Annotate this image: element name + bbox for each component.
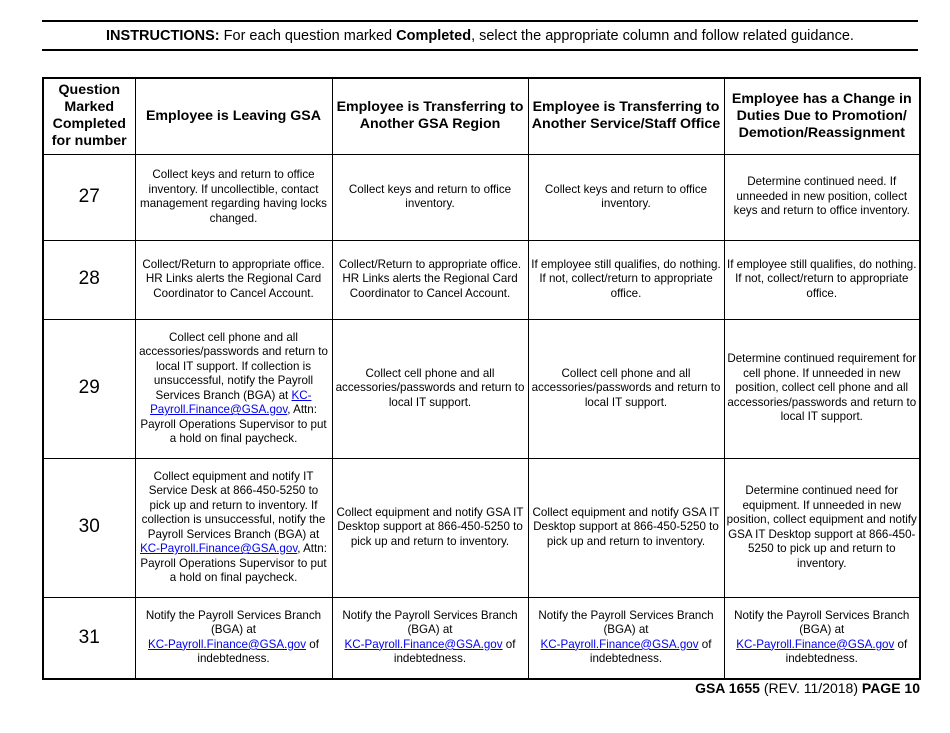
cell-text: Notify the Payroll Services Branch (BGA) at [145, 608, 322, 637]
cell-office: If employee still qualifies, do nothing. If not, collect/return to appropriate office. [528, 240, 724, 319]
page-number: PAGE 10 [861, 680, 920, 696]
table-row [43, 597, 920, 679]
header-transfer-region: Employee is Transferring to Another GSA Region [332, 78, 528, 154]
page-footer [695, 680, 920, 696]
cell-change: Determine continued requirement for cell phone. If unneeded in new position, collect cell phone and all accessories/passwords and return to local IT support. [724, 319, 920, 458]
payroll-email-link[interactable]: KC-Payroll.Finance@GSA.gov [150, 388, 312, 416]
instructions-text-before: For each question marked [223, 27, 393, 44]
cell-leaving [135, 597, 332, 679]
table-row [43, 458, 920, 597]
cell-text: , Attn: Payroll Operations Supervisor to put a hold on final paycheck. [140, 542, 327, 584]
question-number: 27 [43, 154, 135, 240]
payroll-email-link[interactable]: KC-Payroll.Finance@GSA.gov [148, 637, 307, 651]
cell-leaving [135, 319, 332, 458]
cell-text: of indebtedness. [785, 637, 908, 666]
header-change-duties: Employee has a Change in Duties Due to Promotion/ Demotion/Reassignment [724, 78, 920, 154]
table-row [43, 240, 920, 319]
cell-change: If employee still qualifies, do nothing. If not, collect/return to appropriate office. [724, 240, 920, 319]
question-number: 30 [43, 458, 135, 597]
cell-leaving [135, 458, 332, 597]
cell-text: , Attn: Payroll Operations Supervisor to put a hold on final paycheck. [140, 403, 327, 445]
header-question-number: Question Marked Completed for number [43, 78, 135, 154]
cell-leaving: Collect keys and return to office inventory. If uncollectible, contact management regarding having locks changed. [135, 154, 332, 240]
cell-text: of indebtedness. [393, 637, 516, 666]
cell-region [332, 597, 528, 679]
question-number: 29 [43, 319, 135, 458]
instructions-text-after: , select the appropriate column and follow related guidance. [471, 27, 854, 44]
cell-region: Collect/Return to appropriate office. HR Links alerts the Regional Card Coordinator to Cancel Account. [332, 240, 528, 319]
header-leaving-gsa: Employee is Leaving GSA [135, 78, 332, 154]
guidance-table [42, 77, 921, 680]
cell-text: Notify the Payroll Services Branch (BGA) at [538, 608, 714, 637]
table-header-row [43, 78, 920, 154]
payroll-email-link[interactable]: KC-Payroll.Finance@GSA.gov [344, 637, 503, 651]
cell-text: of indebtedness. [589, 637, 712, 666]
instructions-label: INSTRUCTIONS: [106, 27, 220, 44]
header-transfer-office: Employee is Transferring to Another Service/Staff Office [528, 78, 724, 154]
cell-region: Collect equipment and notify GSA IT Desktop support at 866-450-5250 to pick up and return to inventory. [332, 458, 528, 597]
table-row [43, 154, 920, 240]
form-number: GSA 1655 [695, 680, 760, 696]
cell-region: Collect keys and return to office inventory. [332, 154, 528, 240]
cell-office: Collect keys and return to office inventory. [528, 154, 724, 240]
cell-text: Collect equipment and notify IT Service Desk at 866-450-5250 to pick up and return to inventory. If collection is unsuccessful, notify the Payroll Services Branch (BGA) at [141, 469, 326, 541]
payroll-email-link[interactable]: KC-Payroll.Finance@GSA.gov [540, 637, 699, 651]
payroll-email-link[interactable]: KC-Payroll.Finance@GSA.gov [736, 637, 895, 651]
cell-change: Determine continued need for equipment. If unneeded in new position, collect equipment and notify GSA IT Desktop support at 866-450-5250 to pick up and return to inventory. [724, 458, 920, 597]
instructions-completed-word: Completed [396, 27, 472, 44]
table-row [43, 319, 920, 458]
instructions-banner [42, 20, 918, 51]
question-number: 28 [43, 240, 135, 319]
cell-text: Notify the Payroll Services Branch (BGA) at [734, 608, 910, 637]
cell-change [724, 597, 920, 679]
payroll-email-link[interactable]: KC-Payroll.Finance@GSA.gov [140, 542, 298, 555]
cell-change: Determine continued need. If unneeded in new position, collect keys and return to office inventory. [724, 154, 920, 240]
cell-text: of indebtedness. [197, 637, 319, 666]
form-revision: (REV. 11/2018) [763, 680, 858, 696]
cell-text: Notify the Payroll Services Branch (BGA) at [342, 608, 518, 637]
cell-region: Collect cell phone and all accessories/passwords and return to local IT support. [332, 319, 528, 458]
question-number: 31 [43, 597, 135, 679]
cell-office [528, 597, 724, 679]
cell-leaving: Collect/Return to appropriate office. HR Links alerts the Regional Card Coordinator to Cancel Account. [135, 240, 332, 319]
cell-text: Collect cell phone and all accessories/passwords and return to local IT support. If collection is unsuccessful, notify the Payroll Services Branch (BGA) at [139, 330, 328, 402]
cell-office: Collect equipment and notify GSA IT Desktop support at 866-450-5250 to pick up and return to inventory. [528, 458, 724, 597]
cell-office: Collect cell phone and all accessories/passwords and return to local IT support. [528, 319, 724, 458]
